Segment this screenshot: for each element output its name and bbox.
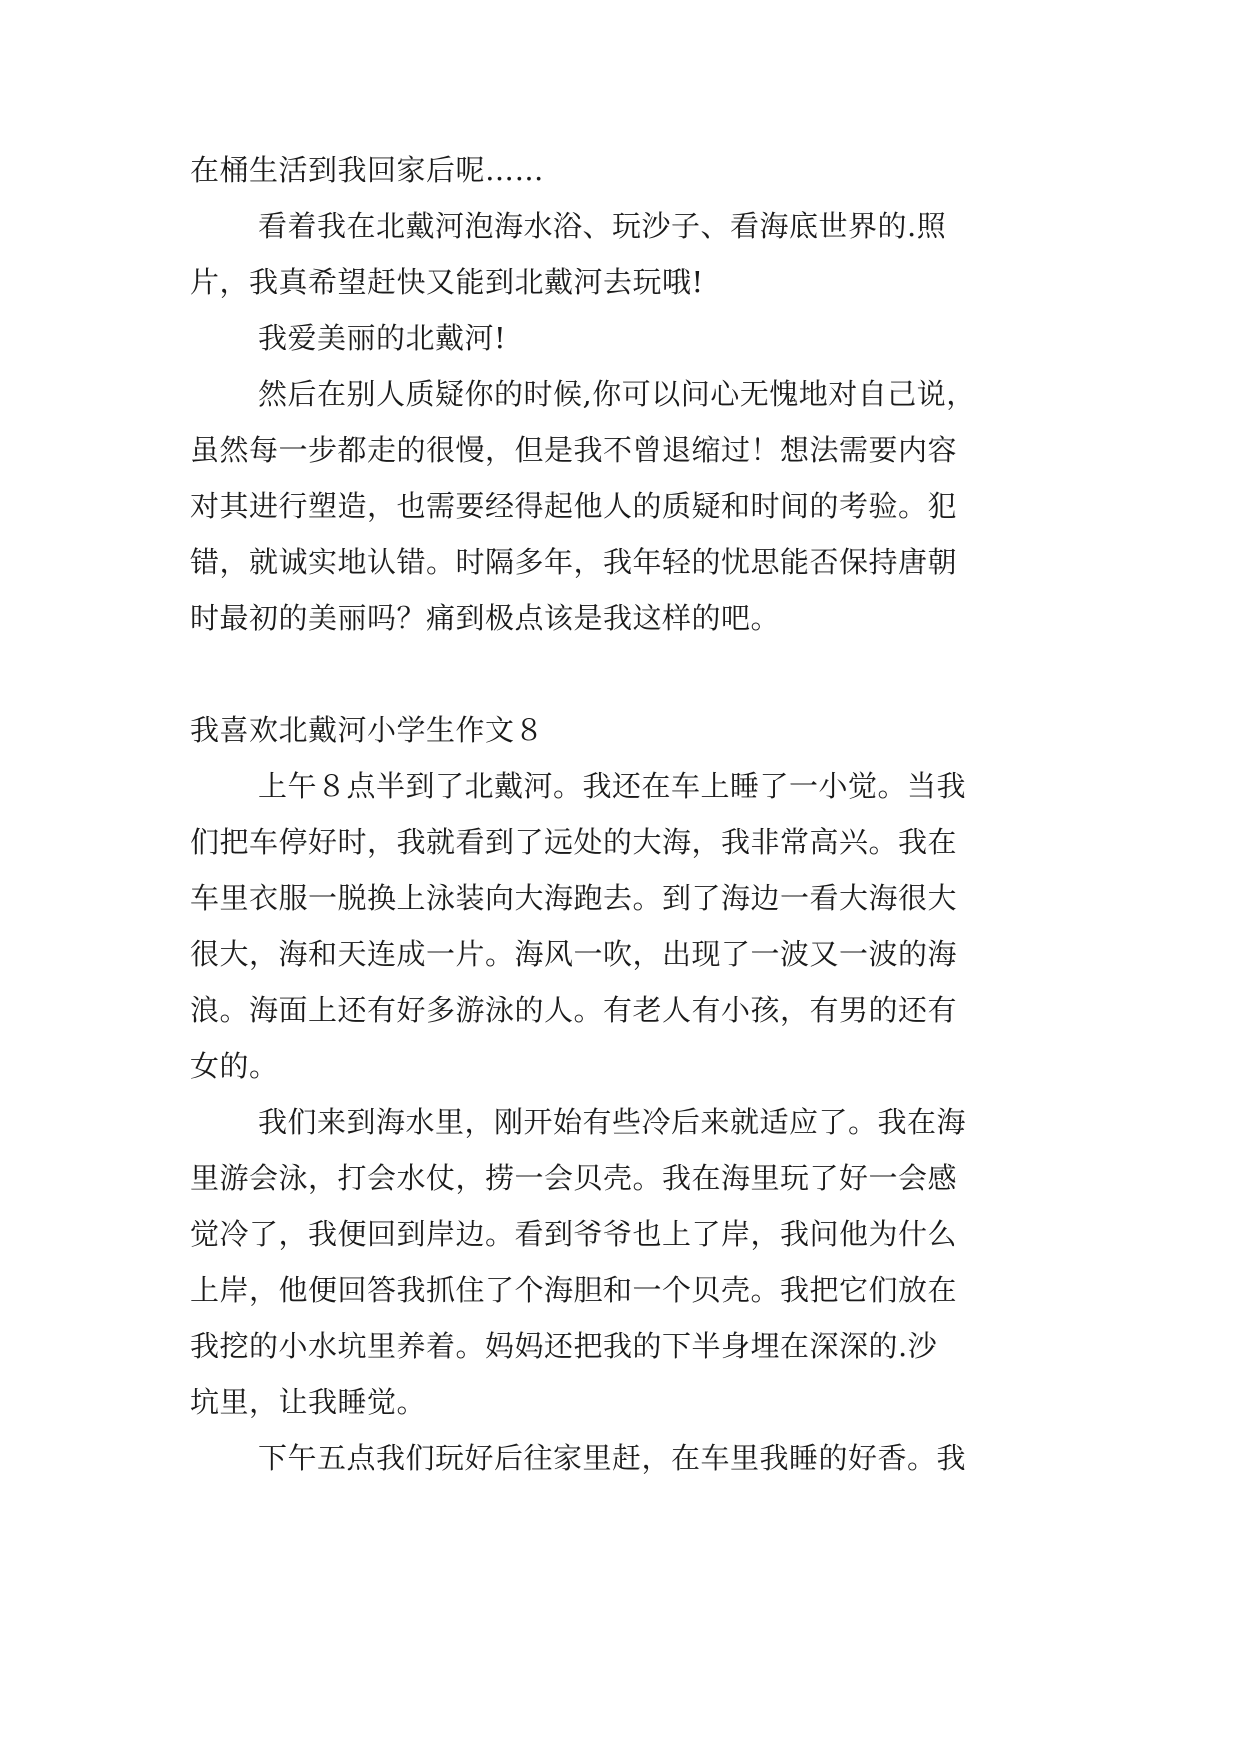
text-line: 我们来到海水里，刚开始有些冷后来就适应了。我在海 (258, 1105, 967, 1139)
text-line: 坑里，让我睡觉。 (190, 1385, 427, 1419)
text-line: 们把车停好时，我就看到了远处的大海，我非常高兴。我在 (190, 825, 958, 859)
text-line: 觉冷了，我便回到岸边。看到爷爷也上了岸，我问他为什么 (190, 1217, 958, 1251)
text-line: 在桶生活到我回家后呢…… (190, 153, 545, 187)
text-line: 女的。 (190, 1049, 279, 1083)
text-line: 很大，海和天连成一片。海风一吹，出现了一波又一波的海 (190, 937, 958, 971)
text-line: 片，我真希望赶快又能到北戴河去玩哦! (190, 265, 704, 299)
text-line: 上午８点半到了北戴河。我还在车上睡了一小觉。当我 (258, 769, 967, 803)
text-line: 时最初的美丽吗？痛到极点该是我这样的吧。 (190, 601, 781, 635)
text-line: 错，就诚实地认错。时隔多年，我年轻的忧思能否保持唐朝 (190, 545, 958, 579)
text-line: 浪。海面上还有好多游泳的人。有老人有小孩，有男的还有 (190, 993, 958, 1027)
text-line: 看着我在北戴河泡海水浴、玩沙子、看海底世界的.照 (258, 209, 947, 243)
text-line: 里游会泳，打会水仗，捞一会贝壳。我在海里玩了好一会感 (190, 1161, 958, 1195)
text-line: 对其进行塑造，也需要经得起他人的质疑和时间的考验。犯 (190, 489, 958, 523)
text-line: 下午五点我们玩好后往家里赶，在车里我睡的好香。我 (258, 1441, 967, 1475)
text-line: 虽然每一步都走的很慢，但是我不曾退缩过！想法需要内容 (190, 433, 958, 467)
text-line: 上岸，他便回答我抓住了个海胆和一个贝壳。我把它们放在 (190, 1273, 958, 1307)
text-line: 车里衣服一脱换上泳装向大海跑去。到了海边一看大海很大 (190, 881, 958, 915)
text-line: 我爱美丽的北戴河! (258, 321, 507, 355)
section-heading: 我喜欢北戴河小学生作文８ (190, 713, 545, 747)
text-line: 我挖的小水坑里养着。妈妈还把我的下半身埋在深深的.沙 (190, 1329, 938, 1363)
text-line: 然后在别人质疑你的时候,你可以问心无愧地对自己说， (258, 377, 976, 411)
